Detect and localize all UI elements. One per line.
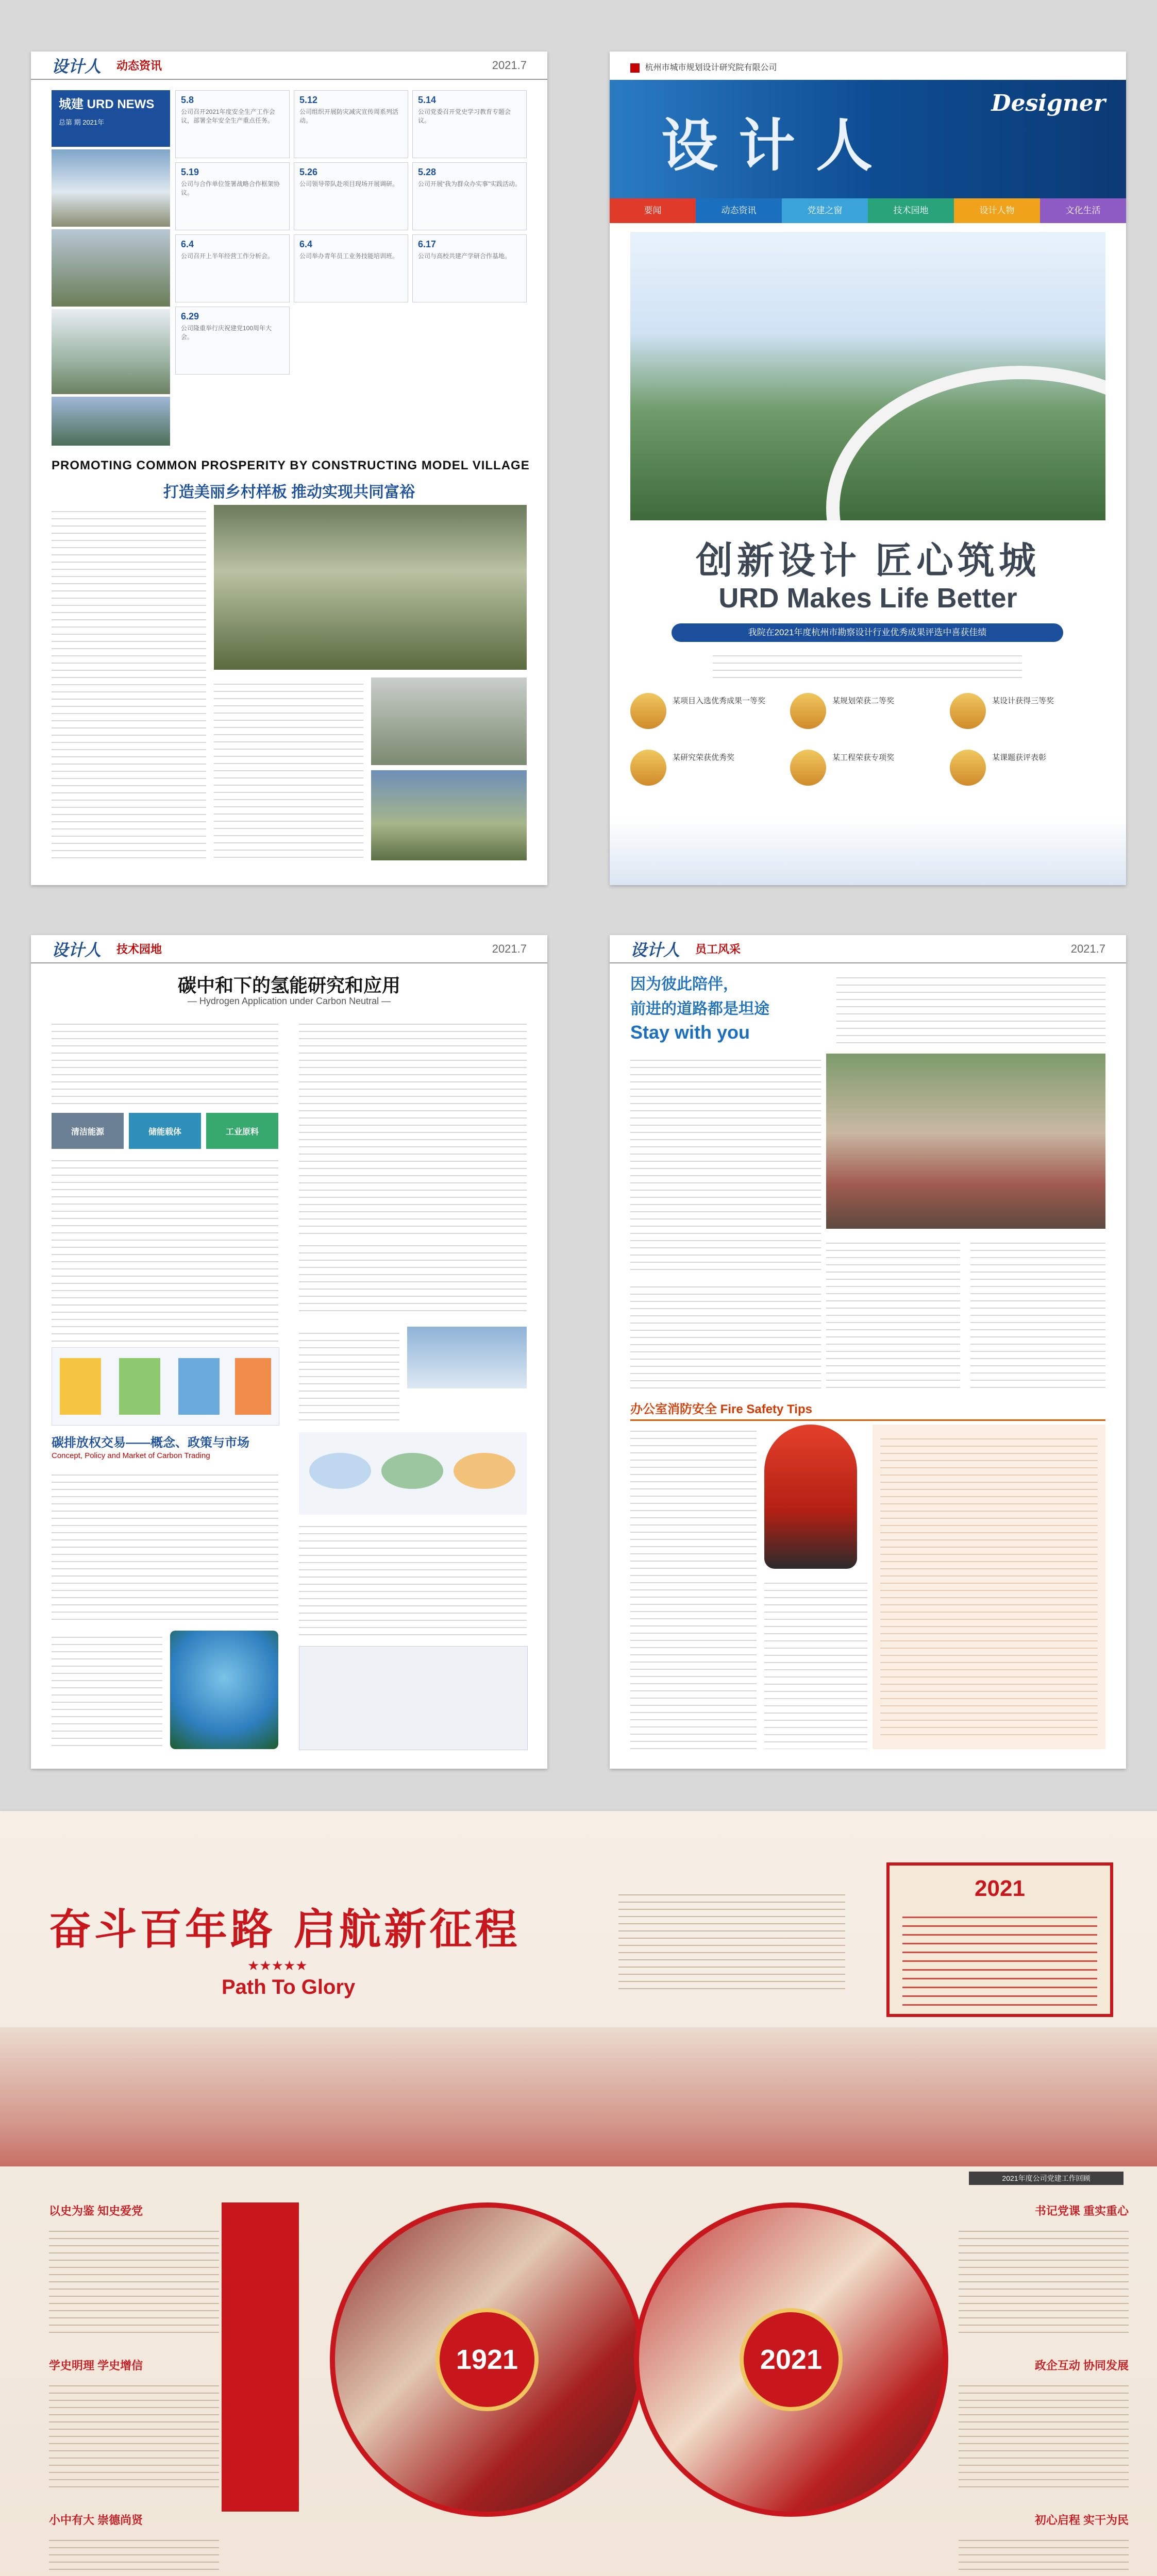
news-date: 6.4 xyxy=(181,239,194,249)
concept-boxes xyxy=(52,1113,278,1149)
concept-box: 工业原料 xyxy=(206,1113,278,1149)
glory-circle-left xyxy=(330,2202,644,2517)
page-hydrogen xyxy=(31,935,547,1769)
award-text: 某工程荣获专项奖 xyxy=(832,753,895,762)
news-grid xyxy=(175,90,527,446)
award-item xyxy=(950,690,1104,737)
glory-section-title: 政企互动 协同发展 xyxy=(1034,2359,1129,2372)
section-label: 动态资讯 xyxy=(116,59,162,72)
news-date: 5.12 xyxy=(299,95,318,105)
cover-summary-bar xyxy=(672,623,1063,642)
page-staff xyxy=(610,935,1126,1769)
glory-section-title: 初心启程 实干为民 xyxy=(1034,2514,1129,2527)
cover-slogan-en: URD Makes Life Better xyxy=(718,583,1017,614)
staff-photo xyxy=(826,1054,1105,1229)
year-circle-left xyxy=(435,2308,539,2411)
glory-section xyxy=(959,2512,1129,2576)
news-item xyxy=(294,234,408,302)
masthead-logo: 设计人 xyxy=(630,940,680,960)
news-item xyxy=(175,234,290,302)
news-item xyxy=(175,90,290,158)
flow-box-4 xyxy=(235,1358,271,1415)
feature-photo-small-1 xyxy=(371,677,527,765)
glory-city-band xyxy=(0,2027,1157,2166)
award-item xyxy=(950,747,1104,793)
news-text: 公司领导带队赴项目现场开展调研。 xyxy=(299,180,399,188)
glory-section-text xyxy=(49,2379,219,2487)
article-col-1 xyxy=(52,1018,278,1105)
glory-section xyxy=(49,2512,219,2576)
staff-intro xyxy=(836,971,1105,1043)
award-avatar xyxy=(790,693,826,729)
flow-box-3 xyxy=(178,1358,220,1415)
staff-col-1 xyxy=(630,1054,821,1275)
glory-numeral-1 xyxy=(222,2202,299,2512)
glory-title-cn: 奋斗百年路 启航新征程 xyxy=(49,1905,521,1954)
award-item xyxy=(630,747,785,793)
concept-box: 清洁能源 xyxy=(52,1113,124,1149)
glory-badge xyxy=(886,1862,1113,2017)
glory-title-en: Path To Glory xyxy=(222,1976,356,1998)
article-title-cn: 碳中和下的氢能研究和应用 xyxy=(177,975,400,996)
cover-nav-item[interactable]: 设计人物 xyxy=(954,198,1040,223)
glory-right-column xyxy=(959,2202,1129,2576)
award-text: 某项目入选优秀成果一等奖 xyxy=(673,697,766,705)
glory-section-text xyxy=(959,2379,1129,2487)
glory-section-text xyxy=(49,2225,219,2333)
news-item xyxy=(412,234,527,302)
cover-title-cn: 设计人 xyxy=(661,112,893,179)
glory-section-title: 书记党课 重实重心 xyxy=(1034,2205,1129,2217)
news-text: 公司召开2021年度安全生产工作会议，部署全年安全生产重点任务。 xyxy=(181,108,275,124)
company-name: 杭州市城市规划设计研究院有限公司 xyxy=(645,63,777,72)
article-col-1b xyxy=(52,1154,278,1345)
page-header xyxy=(31,52,547,80)
cover-title-en: Designer xyxy=(991,90,1105,116)
firefighter-illustration xyxy=(764,1425,857,1569)
award-item xyxy=(790,690,945,737)
glory-section xyxy=(49,2357,219,2496)
glory-section-text xyxy=(49,2534,219,2576)
article-col-2b xyxy=(299,1239,527,1316)
year-2021: 2021 xyxy=(760,2344,823,2375)
section-label: 技术园地 xyxy=(116,943,162,956)
glory-section xyxy=(959,2202,1129,2342)
award-text: 某规划荣获二等奖 xyxy=(832,697,895,705)
news-item xyxy=(412,162,527,230)
fire-tips-panel xyxy=(873,1425,1105,1749)
glory-left-column xyxy=(49,2202,219,2576)
urd-news-title: 城建 URD NEWS xyxy=(59,97,155,111)
news-photo-2 xyxy=(52,229,170,307)
glory-intro-text xyxy=(618,1888,845,1991)
staff-title xyxy=(630,971,826,1043)
news-date: 5.28 xyxy=(418,167,437,177)
news-item xyxy=(175,307,290,375)
fire-col-1b xyxy=(764,1577,867,1749)
urd-news-block xyxy=(52,90,170,147)
staff-title-line1: 因为彼此陪伴， xyxy=(630,976,739,993)
article-col-2 xyxy=(299,1018,527,1234)
page-header xyxy=(31,935,547,963)
issue-date: 2021.7 xyxy=(492,58,527,72)
news-text: 公司与高校共建产学研合作基地。 xyxy=(418,252,511,260)
cover-nav xyxy=(610,198,1126,223)
news-text: 公司与合作单位签署战略合作框架协议。 xyxy=(181,180,280,196)
news-item xyxy=(175,162,290,230)
news-photo-3 xyxy=(52,309,170,394)
glory-badge-text xyxy=(902,1909,1097,2007)
feature-body-text-2 xyxy=(214,677,363,860)
award-avatar xyxy=(790,750,826,786)
news-item xyxy=(412,90,527,158)
award-avatar xyxy=(630,750,666,786)
news-date: 5.8 xyxy=(181,95,194,105)
article-col-2c xyxy=(299,1327,399,1425)
cover-nav-item[interactable]: 党建之窗 xyxy=(782,198,868,223)
feature-photo-small-2 xyxy=(371,770,527,860)
news-date: 6.29 xyxy=(181,311,199,321)
oval-3 xyxy=(454,1453,515,1489)
article-title-en: — Hydrogen Application under Carbon Neutral — xyxy=(187,996,391,1006)
glory-section-text xyxy=(959,2534,1129,2576)
cover-masthead xyxy=(610,80,1126,198)
news-item xyxy=(294,162,408,230)
feature-title-cn: 打造美丽乡村样板 推动实现共同富裕 xyxy=(163,484,415,501)
page-news xyxy=(31,52,547,885)
oval-1 xyxy=(309,1453,371,1489)
news-date: 5.19 xyxy=(181,167,199,177)
glory-section xyxy=(959,2357,1129,2496)
news-text: 公司举办青年员工业务技能培训班。 xyxy=(299,252,399,260)
flow-diagram xyxy=(52,1347,279,1426)
award-text: 某研究荣获优秀奖 xyxy=(673,753,735,762)
urd-news-sub: 总第 期 2021年 xyxy=(59,118,105,126)
award-text: 某课题获评表彰 xyxy=(992,753,1047,762)
sub-title-cn: 碳排放权交易——概念、政策与市场 xyxy=(52,1436,249,1450)
staff-title-en: Stay with you xyxy=(630,1022,750,1043)
car-photo xyxy=(407,1327,527,1388)
cover-summary-text: 我院在2021年度杭州市勘察设计行业优秀成果评选中喜获佳绩 xyxy=(748,628,987,637)
carbon-diagram xyxy=(299,1432,527,1515)
cover-nav-item[interactable]: 要闻 xyxy=(610,198,696,223)
fire-title: 办公室消防安全 Fire Safety Tips xyxy=(630,1402,812,1416)
issue-date: 2021.7 xyxy=(1070,942,1105,955)
masthead-logo: 设计人 xyxy=(52,940,102,960)
news-photo-4 xyxy=(52,397,170,446)
fire-title-bar xyxy=(630,1399,1105,1421)
issue-date: 2021.7 xyxy=(492,942,527,955)
concept-box: 储能载体 xyxy=(129,1113,201,1149)
glory-stars: ★★★★★ xyxy=(247,1958,308,1973)
news-text: 公司组织开展防灾减灾宣传周系列活动。 xyxy=(299,108,399,124)
news-text: 公司党委召开党史学习教育专题会议。 xyxy=(418,108,511,124)
sub-title-block xyxy=(52,1432,278,1463)
glory-section xyxy=(49,2202,219,2342)
news-date: 5.14 xyxy=(418,95,437,105)
glory-caption: 2021年度公司党建工作回顾 xyxy=(1002,2174,1091,2182)
news-text: 公司召开上半年经营工作分析会。 xyxy=(181,252,274,260)
news-text: 公司隆重举行庆祝建党100周年大会。 xyxy=(181,325,272,341)
carbon-table xyxy=(299,1646,528,1750)
news-photo-1 xyxy=(52,149,170,227)
fire-col-1 xyxy=(630,1425,757,1749)
glory-section-title: 小中有大 崇德尚贤 xyxy=(49,2514,143,2527)
carbon-col-1b xyxy=(52,1631,162,1749)
flow-box-1 xyxy=(60,1358,101,1415)
glory-section-title: 学史明理 学史增信 xyxy=(49,2359,143,2372)
cover-slogan-cn: 创新设计 匠心筑城 xyxy=(695,540,1040,582)
company-logo-icon xyxy=(630,63,640,73)
cover-nav-item[interactable]: 技术园地 xyxy=(868,198,954,223)
flow-box-2 xyxy=(119,1358,160,1415)
award-item xyxy=(790,747,945,793)
cover-skyline xyxy=(610,818,1126,885)
carbon-col-1 xyxy=(52,1468,278,1623)
cover-nav-item[interactable]: 动态资讯 xyxy=(696,198,782,223)
glory-badge-year: 2021 xyxy=(975,1876,1025,1901)
section-label: 员工风采 xyxy=(695,943,741,956)
award-text: 某设计获得三等奖 xyxy=(992,697,1054,705)
feature-body-text xyxy=(52,505,206,860)
cover-company xyxy=(630,61,777,73)
carbon-col-2 xyxy=(299,1520,527,1638)
year-circle-right xyxy=(740,2308,843,2411)
staff-title-line2: 前进的道路都是坦途 xyxy=(630,1001,769,1018)
staff-col-2 xyxy=(826,1236,960,1391)
staff-col-1b xyxy=(630,1280,821,1391)
cover-bridge-curve xyxy=(826,366,1105,520)
glory-circle-right xyxy=(634,2202,948,2517)
news-date: 5.26 xyxy=(299,167,318,177)
cover-nav-item[interactable]: 文化生活 xyxy=(1040,198,1126,223)
carbon-illustration xyxy=(170,1631,278,1749)
staff-col-3 xyxy=(970,1236,1105,1391)
news-item xyxy=(294,90,408,158)
glory-section-text xyxy=(959,2225,1129,2333)
news-date: 6.17 xyxy=(418,239,437,249)
award-item xyxy=(630,690,785,737)
oval-2 xyxy=(381,1453,443,1489)
glory-section-title: 以史为鉴 知史爱党 xyxy=(49,2205,143,2217)
spread-party xyxy=(0,1811,1157,2576)
cover-photo xyxy=(630,232,1105,520)
news-text: 公司开展“我为群众办实事”实践活动。 xyxy=(418,180,521,188)
page-cover xyxy=(610,52,1126,885)
feature-photo-main xyxy=(214,505,527,670)
cover-summary-body xyxy=(713,649,1022,680)
fire-tips-text xyxy=(880,1432,1098,1741)
award-avatar xyxy=(950,750,986,786)
sub-title-en: Concept, Policy and Market of Carbon Trading xyxy=(52,1451,210,1460)
masthead-logo: 设计人 xyxy=(52,56,102,76)
award-avatar xyxy=(630,693,666,729)
year-1921: 1921 xyxy=(456,2344,518,2375)
news-date: 6.4 xyxy=(299,239,313,249)
glory-caption-bar xyxy=(969,2172,1124,2185)
cover-award-list xyxy=(630,690,1105,804)
feature-title-en: PROMOTING COMMON PROSPERITY BY CONSTRUCTING MODEL VILLAGE xyxy=(52,459,530,472)
page-header xyxy=(610,935,1126,963)
award-avatar xyxy=(950,693,986,729)
